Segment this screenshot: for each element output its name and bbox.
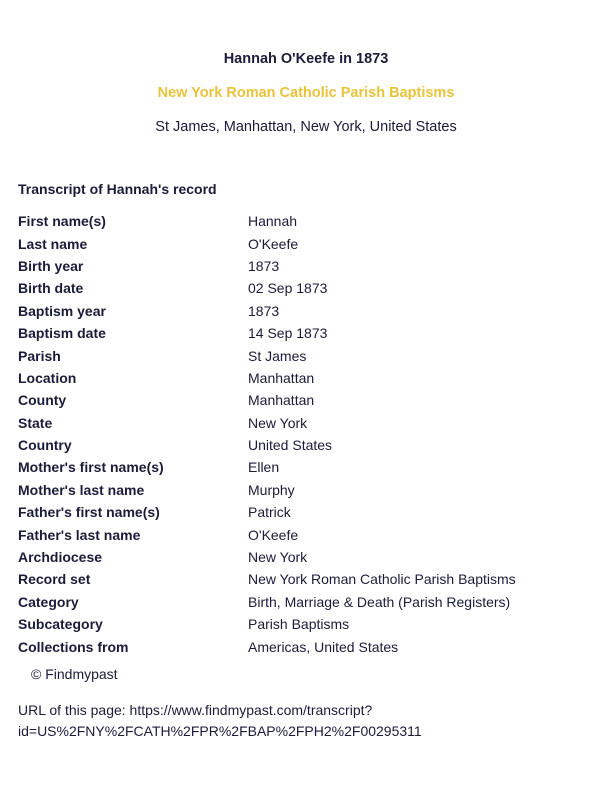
record-set-title: New York Roman Catholic Parish Baptisms (157, 85, 455, 101)
table-row (18, 300, 598, 322)
field-label: Mother's first name(s) (18, 459, 164, 476)
transcript-heading: Transcript of Hannah's record (18, 181, 217, 197)
field-label: Birth date (18, 280, 84, 297)
field-label: Parish (18, 347, 61, 364)
field-label: Birth year (18, 257, 84, 274)
table-row (18, 523, 598, 545)
field-label: Last name (18, 235, 88, 252)
table-row (18, 456, 598, 478)
field-label: Category (18, 593, 79, 610)
table-row (18, 546, 598, 568)
table-row (18, 613, 598, 635)
field-label: Archdiocese (18, 549, 103, 566)
table-row (18, 389, 598, 411)
table-row (18, 367, 598, 389)
field-value: 02 Sep 1873 (248, 280, 328, 297)
table-row (18, 434, 598, 456)
table-row (18, 255, 598, 277)
page-url (18, 700, 578, 742)
field-value: 1873 (248, 302, 280, 319)
table-row (18, 210, 598, 232)
field-label: First name(s) (18, 213, 106, 230)
table-row (18, 479, 598, 501)
field-value: Ellen (248, 459, 280, 476)
table-row (18, 501, 598, 523)
field-value: Birth, Marriage & Death (Parish Registers) (248, 593, 511, 610)
page-url-line-2: id=US%2FNY%2FCATH%2FPR%2FBAP%2FPH2%2F00295311 (18, 723, 422, 739)
field-value: Americas, United States (248, 638, 399, 655)
field-label: Baptism date (18, 325, 106, 342)
table-row (18, 412, 598, 434)
table-row (18, 277, 598, 299)
field-value: Hannah (248, 213, 298, 230)
field-value: Parish Baptisms (248, 616, 350, 633)
transcript-table (18, 210, 598, 658)
place-subtitle: St James, Manhattan, New York, United States (155, 119, 457, 135)
field-label: Country (18, 437, 72, 454)
field-value: New York Roman Catholic Parish Baptisms (248, 571, 516, 588)
page-title: Hannah O'Keefe in 1873 (223, 51, 389, 67)
table-row (18, 232, 598, 254)
table-row (18, 344, 598, 366)
field-label: Collections from (18, 638, 129, 655)
copyright-notice: © Findmypast (31, 666, 118, 682)
field-value: New York (248, 549, 308, 566)
field-label: Location (18, 369, 77, 386)
field-value: O'Keefe (248, 235, 299, 252)
field-value: St James (248, 347, 307, 364)
table-row (18, 322, 598, 344)
field-label: Mother's last name (18, 481, 145, 498)
field-label: Father's last name (18, 526, 141, 543)
field-value: Manhattan (248, 369, 315, 386)
field-label: State (18, 414, 53, 431)
table-row (18, 591, 598, 613)
field-value: 1873 (248, 257, 280, 274)
page-url-line-1: URL of this page: https://www.findmypast.com/transcript? (18, 702, 373, 718)
field-value: United States (248, 437, 333, 454)
field-label: Record set (18, 571, 91, 588)
field-label: Baptism year (18, 302, 106, 319)
field-value: Manhattan (248, 392, 315, 409)
field-value: New York (248, 414, 308, 431)
field-value: 14 Sep 1873 (248, 325, 328, 342)
field-label: County (18, 392, 67, 409)
field-label: Subcategory (18, 616, 103, 633)
field-value: Patrick (248, 504, 291, 521)
field-value: O'Keefe (248, 526, 299, 543)
table-row (18, 635, 598, 657)
field-value: Murphy (248, 481, 295, 498)
table-row (18, 568, 598, 590)
field-label: Father's first name(s) (18, 504, 160, 521)
